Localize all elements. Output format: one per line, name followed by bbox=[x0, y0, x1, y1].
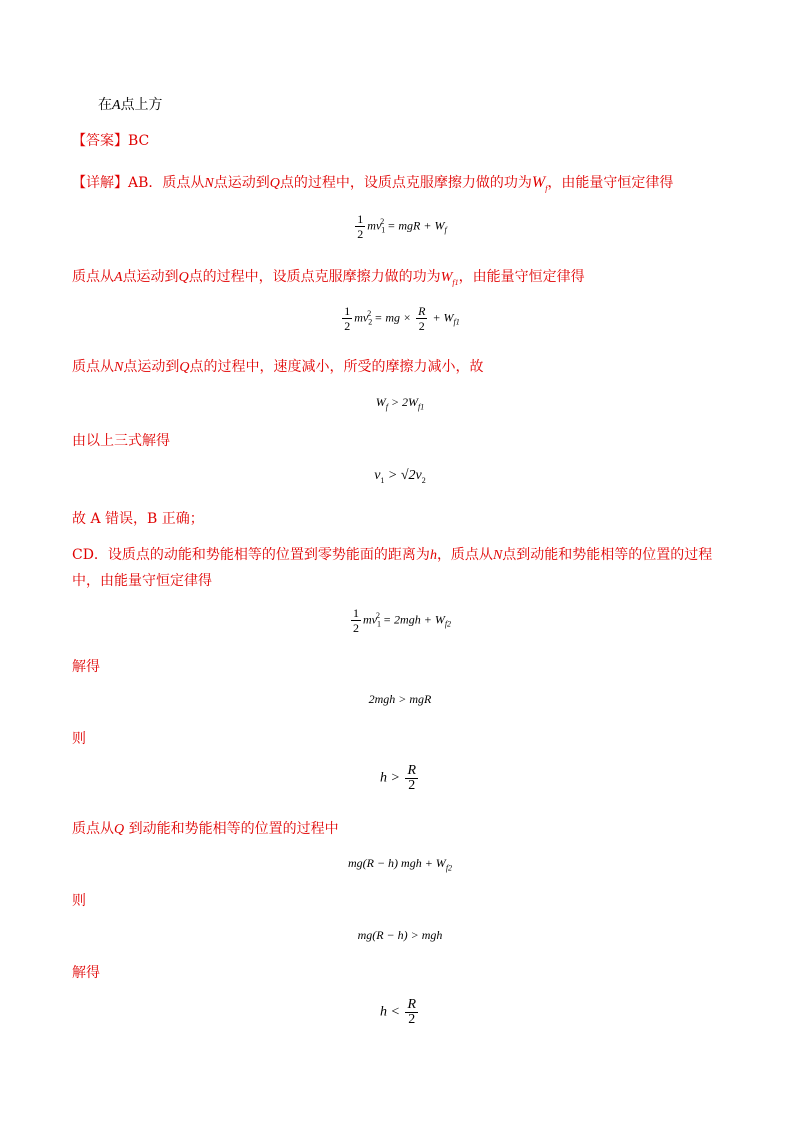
solve-line: 由以上三式解得 bbox=[72, 433, 170, 449]
cd-line-2: 中，由能量守恒定律得 bbox=[72, 573, 212, 589]
continuation-text: 在A点上方 bbox=[98, 97, 163, 113]
solve-line-2: 解得 bbox=[72, 659, 100, 675]
friction-decrease-line: 质点从N点运动到Q点的过程中，速度减小，所受的摩擦力减小，故 bbox=[72, 359, 484, 375]
equation-10: h < $\frac{R}{2}$ bbox=[379, 997, 416, 1027]
answer-line: 【答案】BC bbox=[72, 133, 150, 149]
detail-line: 【详解】AB．质点从N点运动到Q点的过程中，设质点克服摩擦力做的功为$W_f$，由能量守恒定律得 bbox=[72, 174, 674, 193]
then-line-2: 则 bbox=[72, 893, 86, 909]
cd-line: CD．设质点的动能和势能相等的位置到零势能面的距离为h，质点从N点到动能和势能相等的位置的过程 bbox=[72, 547, 713, 563]
conclusion-ab-line: 故 A 错误，B 正确； bbox=[72, 511, 204, 527]
equation-9: mg(R − h) > mgh bbox=[357, 928, 443, 942]
equation-7: h > $\frac{R}{2}$ bbox=[379, 763, 416, 793]
equation-6: 2mgh > mgR bbox=[368, 692, 432, 706]
equation-4: $v_1 > √2v_2$ bbox=[374, 468, 426, 485]
equation-5: $\frac{1}{2}$ $mv_1^2 = 2mgh + W_{f2}$ bbox=[352, 606, 452, 635]
solve-line-3: 解得 bbox=[72, 965, 100, 981]
equation-2: $\frac{1}{2}$ $mv_2^2$ = mg × $\frac{R}{2}$ + $W_{f1}$ bbox=[344, 304, 460, 333]
equation-1: $\frac{1}{2}$ $mv_1^2$ = mgR + $W_f$ bbox=[357, 212, 447, 241]
process-q-line: 质点从Q 到动能和势能相等的位置的过程中 bbox=[72, 821, 339, 837]
equation-8: mg(R − h) mgh + $W_{f2}$ bbox=[347, 856, 453, 873]
then-line: 则 bbox=[72, 731, 86, 747]
process-a-to-q-line: 质点从A点运动到Q点的过程中，设质点克服摩擦力做的功为$W_{f1}$，由能量守恒定律得 bbox=[72, 269, 585, 287]
equation-3: $W_f > 2W_{f1}$ bbox=[375, 395, 425, 412]
